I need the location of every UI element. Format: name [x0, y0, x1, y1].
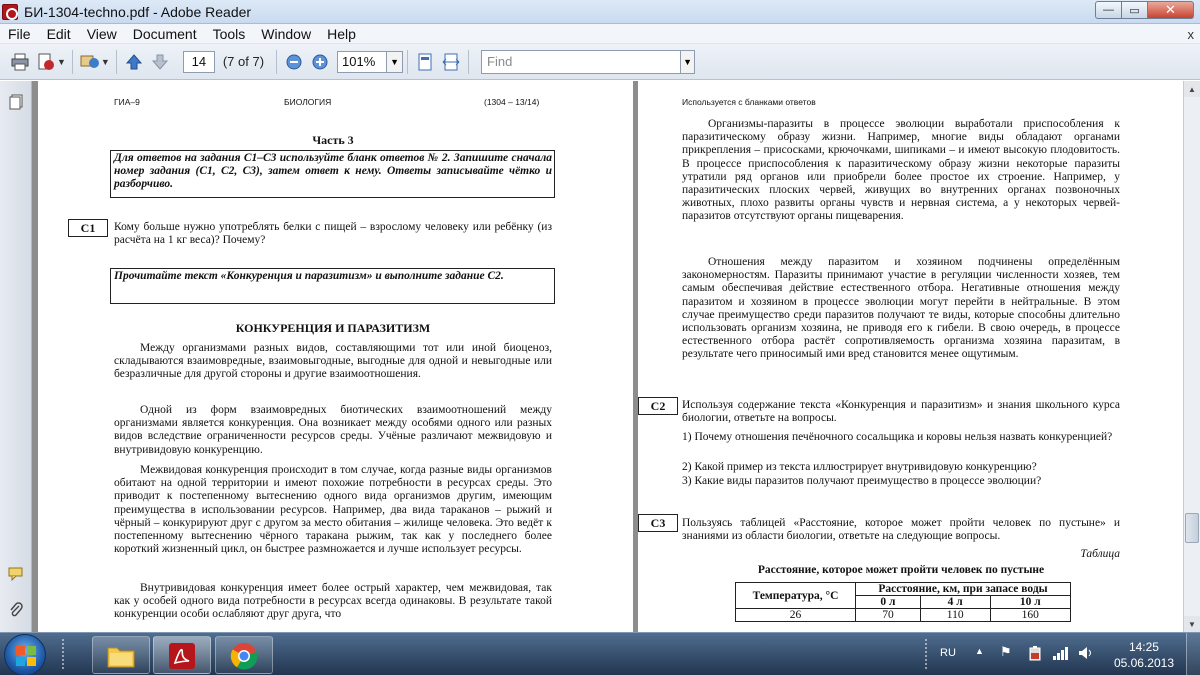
adobe-reader-icon [168, 642, 196, 670]
language-indicator[interactable]: RU [940, 647, 956, 659]
table-cell: 26 [736, 609, 856, 622]
page-header-subject: БИОЛОГИЯ [284, 97, 332, 107]
question-c2-q1: 1) Почему отношения печёночного сосальщика и коровы нельзя назвать конкуренцией? [682, 431, 1113, 443]
article-paragraph-4: Внутривидовая конкуренция имеет более острый характер, чем межвидовая, так как у особей одного вида потребности в ресурсах всегда одинаковы. В результате такой конкуренции особи ослабляют друг друга, что [114, 582, 552, 621]
instruction-text: Для ответов на задания С1–С3 используйте бланк ответов № 2. Запишите сначала номер задания (С1, С2, С3), затем ответ к нему. Ответы записывайте чётко и разборчиво. [114, 152, 552, 191]
zoom-in-icon[interactable] [310, 52, 330, 72]
article-paragraph-5: Организмы-паразиты в процессе эволюции выработали приспособления к паразитическому образу жизни. Например, многие виды обладают органами прикрепления – присосками, крючочками, шипиками – и имеют высокую плодовитость. В процессе приспособления к паразитическому образу жизни некоторые паразиты утратили ряд органов или приобрели более простое их строение. Например, у паразитических плоских червей, живущих во внутренних органах позвоночных животных, плохо развиты органы чувств и нервная система, а у некоторых червей-паразитов отсутствуют органы пищеварения. [682, 118, 1120, 223]
toolbar-separator [276, 50, 277, 74]
taskbar-grip [925, 639, 929, 669]
fit-page-icon[interactable] [415, 52, 435, 72]
pages-icon[interactable] [8, 93, 24, 111]
zoom-level-input[interactable]: 101% [337, 51, 387, 73]
pdf-page-right [638, 81, 1183, 632]
menu-view[interactable]: View [86, 25, 117, 42]
toolbar-separator [72, 50, 73, 74]
table-header-distance: Расстояние, км, при запасе воды [856, 583, 1071, 596]
title-bar [0, 0, 1200, 24]
scrollbar-thumb[interactable] [1185, 513, 1199, 543]
page-header-left: ГИА–9 [114, 97, 140, 107]
table-title: Расстояние, которое может пройти человек по пустыне [757, 564, 1045, 576]
table-cell: 70 [856, 609, 921, 622]
distance-table [735, 582, 1071, 622]
table-cell: 160 [990, 609, 1070, 622]
page-number-input[interactable]: 14 [183, 51, 215, 73]
previous-page-icon[interactable] [124, 52, 144, 72]
chevron-down-icon[interactable]: ▼ [100, 56, 110, 67]
article-paragraph-3: Межвидовая конкуренция происходит в том случае, когда разные виды организмов обитают на одной территории и имеют похожие потребности в ресурсах среды. Это приводит к постепенному вытеснению одного вида организмов другим, имеющим преимущества в использовании ресурсов. Например, два вида тараканов – рыжий и чёрный – конкурируют друг с другом за место обитания – жилище человека. Это ведёт к постепенному вытеснению чёрного таракана рыжим, так как у последнего более короткий жизненный цикл, он быстрее размножается и лучше использует ресурсы. [114, 464, 552, 556]
comments-icon[interactable] [8, 565, 24, 583]
menu-tools[interactable]: Tools [212, 25, 246, 42]
taskbar-adobe-reader-button[interactable] [153, 636, 211, 674]
scroll-down-icon[interactable]: ▼ [1184, 616, 1200, 632]
navigation-pane [0, 81, 32, 632]
print-icon[interactable] [10, 52, 30, 72]
window-controls [1095, 1, 1194, 19]
find-input[interactable]: Find [481, 50, 681, 74]
question-c2-q2: 2) Какой пример из текста иллюстрирует внутривидовую конкуренцию? [682, 461, 1037, 473]
volume-icon[interactable] [1077, 645, 1095, 661]
menu-edit[interactable]: Edit [46, 25, 71, 42]
chrome-icon [230, 642, 258, 670]
article-paragraph-6: Отношения между паразитом и хозяином подчинены определённым закономерностям. Паразиты принимают участие в регуляции численности хозяев, тем самым обеспечивая действие естественного отбора. Негативные отношения между паразитом и хозяином в процессе эволюции могут перейти в нейтральные. В этом случае преимущество среди паразитов получают те виды, которые способны длительно использовать организм хозяина, не приводя его к гибели. В свою очередь, в процессе естественного отбора растёт сопротивляемость организма хозяина паразитам, в результате чего приносимый ими вред становится менее ощутимым. [682, 256, 1120, 361]
question-c1-label: С1 [68, 219, 108, 237]
question-c2-intro: Используя содержание текста «Конкуренция и паразитизм» и знания школьного курса биологии, ответьте на вопросы. [682, 399, 1120, 425]
table-header-row [736, 583, 1071, 596]
question-c3-label: С3 [638, 514, 678, 532]
window-title: БИ-1304-techno.pdf - Adobe Reader [24, 3, 252, 20]
page-count: (7 of 7) [222, 54, 265, 69]
collaborate-icon[interactable] [80, 52, 100, 72]
question-c1-text: Кому больше нужно употреблять белки с пищей – взрослому человеку или ребёнку (из расчёта на 1 кг веса)? Почему? [114, 221, 552, 247]
start-button[interactable] [4, 634, 46, 675]
table-header-temperature: Температура, °С [736, 583, 856, 609]
question-c2-label: С2 [638, 397, 678, 415]
menu-document[interactable]: Document [132, 25, 197, 42]
clock-time: 14:25 [1128, 640, 1159, 654]
part-title: Часть 3 [312, 133, 354, 147]
question-c3-text: Пользуясь таблицей «Расстояние, которое может пройти человек по пустыне» и знаниями из области биологии, ответьте на следующие вопросы. [682, 517, 1120, 543]
menu-file[interactable]: File [8, 25, 31, 42]
document-view[interactable] [32, 81, 1183, 632]
read-instruction-text: Прочитайте текст «Конкуренция и паразитизм» и выполните задание С2. [114, 270, 504, 282]
toolbar-separator [407, 50, 408, 74]
table-subheader-10l: 10 л [990, 596, 1070, 609]
windows-logo-icon [16, 646, 36, 666]
attachments-icon[interactable] [8, 601, 24, 619]
question-c2-q3: 3) Какие виды паразитов получают преимущество в процессе эволюции? [682, 475, 1042, 487]
system-clock[interactable] [1114, 639, 1174, 671]
zoom-out-icon[interactable] [284, 52, 304, 72]
close-document-button[interactable]: x [1187, 27, 1194, 42]
folder-icon [106, 643, 136, 669]
create-pdf-icon[interactable] [36, 52, 56, 72]
article-paragraph-2: Одной из форм взаимовредных биотических взаимоотношений между организмами является конкуренция. Она возникает между особями одного или разных видов вследствие ограниченности ресурсов среды. Учёные различают межвидовую и внутривидовую конкуренцию. [114, 404, 552, 456]
battery-icon[interactable] [1027, 645, 1043, 661]
pdf-page-left [38, 81, 633, 632]
chevron-down-icon[interactable]: ▼ [387, 51, 403, 73]
page-header-note: Используется с бланками ответов [682, 97, 816, 107]
article-paragraph-1: Между организмами разных видов, составляющими тот или иной биоценоз, складываются взаимовредные, взаимовыгодные, выгодные для одной и невыгодные или безразличные для другой стороны и другие взаимоотношения. [114, 342, 552, 381]
taskbar-chrome-button[interactable] [215, 636, 273, 674]
adobe-reader-icon [2, 4, 18, 20]
table-caption: Таблица [1080, 548, 1120, 560]
flag-icon[interactable]: ⚑ [1000, 644, 1012, 659]
minimize-button[interactable]: — [1095, 1, 1122, 19]
chevron-down-icon[interactable]: ▼ [57, 56, 66, 67]
network-icon[interactable] [1052, 645, 1070, 661]
taskbar [0, 632, 1200, 675]
show-hidden-icons[interactable]: ▲ [975, 646, 984, 656]
taskbar-explorer-button[interactable] [92, 636, 150, 674]
menu-bar [0, 24, 1200, 44]
toolbar-separator [116, 50, 117, 74]
chevron-down-icon[interactable]: ▼ [681, 50, 695, 74]
next-page-icon[interactable] [150, 52, 170, 72]
table-cell: 110 [920, 609, 990, 622]
vertical-scrollbar[interactable] [1183, 81, 1200, 632]
page-header-code: (1304 – 13/14) [484, 97, 540, 107]
close-button[interactable]: ✕ [1148, 1, 1194, 19]
clock-date: 05.06.2013 [1113, 656, 1174, 670]
table-row [736, 609, 1071, 622]
toolbar [0, 44, 1200, 80]
toolbar-separator [468, 50, 469, 74]
table-subheader-4l: 4 л [920, 596, 990, 609]
menu-window[interactable]: Window [261, 25, 312, 42]
taskbar-grip [62, 639, 66, 669]
maximize-button[interactable]: ▭ [1122, 1, 1148, 19]
table-subheader-0l: 0 л [856, 596, 921, 609]
show-desktop-button[interactable] [1186, 633, 1200, 675]
article-title: КОНКУРЕНЦИЯ И ПАРАЗИТИЗМ [235, 321, 431, 335]
scroll-up-icon[interactable]: ▲ [1184, 81, 1200, 97]
menu-help[interactable]: Help [327, 25, 356, 42]
fit-width-icon[interactable] [441, 52, 461, 72]
